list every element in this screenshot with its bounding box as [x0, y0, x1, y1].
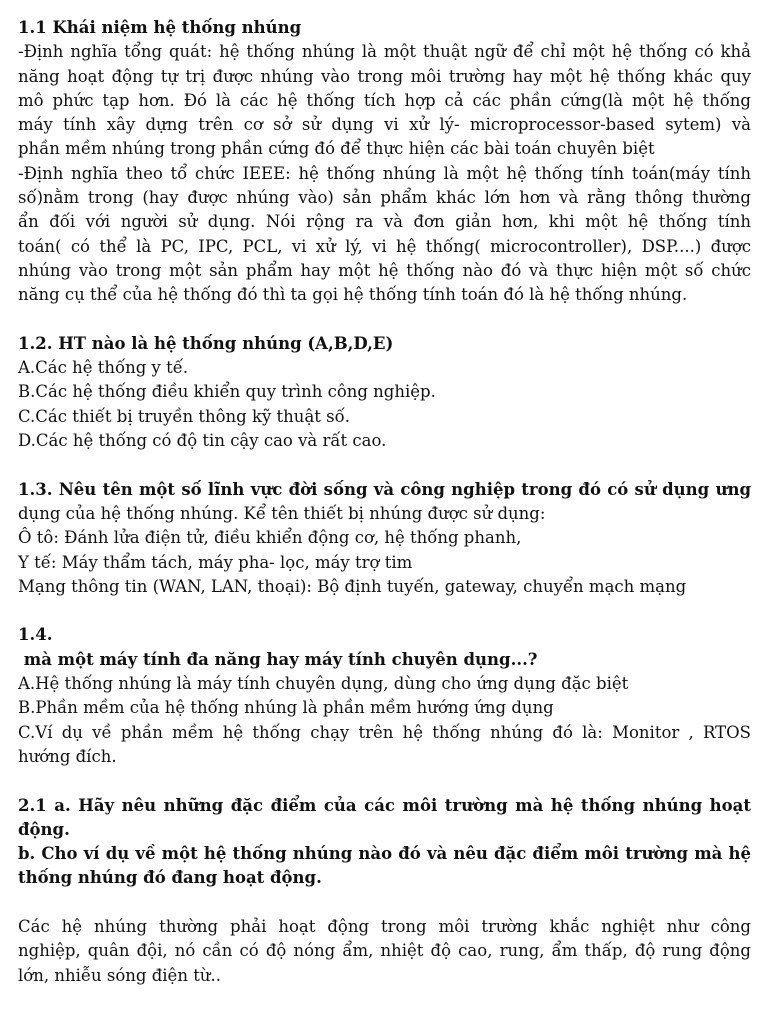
- section-1-1: [18, 16, 751, 308]
- section-2-1-heading-b: b. Cho ví dụ về một hệ thống nhúng nào đó và nêu đặc điểm môi trường mà hệ: [18, 844, 751, 864]
- spacer: [18, 308, 751, 332]
- spacer: [18, 891, 751, 915]
- option-c-continued: hướng đích.: [18, 746, 117, 766]
- section-1-2-heading: 1.2. HT nào là hệ thống nhúng (A,B,D,E): [18, 333, 394, 353]
- section-1-3: [18, 478, 751, 599]
- paragraph-line: năng cụ thể của hệ thống đó thì ta gọi hệ thống tính toán đó là hệ thống nhúng.: [18, 285, 688, 305]
- option-c: C.Các thiết bị truyền thông kỹ thuật số.: [18, 406, 350, 426]
- section-1-4-question: mà một máy tính đa năng hay máy tính chuyên dụng...?: [18, 649, 538, 669]
- paragraph-line: phần mềm nhúng trong phần cứng đó để thực hiện các bài toán chuyên biệt: [18, 139, 655, 159]
- section-2-1: [18, 794, 751, 988]
- paragraph-line: -Định nghĩa tổng quát: hệ thống nhúng là một thuật ngữ để chỉ một hệ thống có khả: [18, 42, 751, 62]
- paragraph-line: dụng của hệ thống nhúng. Kể tên thiết bị nhúng được sử dụng:: [18, 503, 546, 523]
- paragraph-line: mô phức tạp hơn. Đó là các hệ thống tích hợp cả các phần cứng(là một hệ thống: [18, 90, 751, 110]
- option-b: B.Các hệ thống điều khiển quy trình công nghiệp.: [18, 382, 436, 402]
- section-2-1-heading-b-continued: thống nhúng đó đang hoạt động.: [18, 868, 322, 888]
- paragraph-line: năng hoạt động tự trị được nhúng vào trong môi trường hay một hệ thống khác quy: [18, 66, 751, 86]
- section-1-4: [18, 623, 751, 769]
- option-a: A.Các hệ thống y tế.: [18, 358, 189, 378]
- paragraph-line: Ô tô: Đánh lửa điện tử, điều khiển động cơ, hệ thống phanh,: [18, 528, 522, 548]
- spacer: [18, 769, 751, 793]
- section-2-1-heading-a-continued: động.: [18, 819, 70, 839]
- paragraph-line: nhúng vào trong một sản phẩm hay một hệ thống nào đó và thực hiện một số chức: [18, 260, 751, 280]
- spacer: [18, 599, 751, 623]
- spacer: [18, 453, 751, 477]
- paragraph-line: máy tính xây dựng trên cơ sở sử dụng vi xử lý- microprocessor-based sytem) và: [18, 115, 751, 135]
- option-b: B.Phần mềm của hệ thống nhúng là phần mềm hướng ứng dụng: [18, 698, 554, 718]
- option-c: C.Ví dụ về phần mềm hệ thống chạy trên hệ thống nhúng đó là: Monitor , RTOS: [18, 722, 751, 742]
- paragraph-line: -Định nghĩa theo tổ chức IEEE: hệ thống nhúng là một hệ thống tính toán(máy tính: [18, 163, 751, 183]
- paragraph-line: số)nằm trong (hay được nhúng vào) sản phẩm khác lớn hơn và rằng thông thường: [18, 188, 751, 208]
- section-1-2: [18, 332, 751, 453]
- option-a: A.Hệ thống nhúng là máy tính chuyên dụng, dùng cho ứng dụng đặc biệt: [18, 674, 629, 694]
- section-1-1-heading: 1.1 Khái niệm hệ thống nhúng: [18, 18, 302, 37]
- document-page: [18, 16, 751, 988]
- paragraph-line: ẩn đối với người sử dụng. Nói rộng ra và đơn giản hơn, khi một hệ thống tính: [18, 212, 751, 232]
- paragraph-line: Mạng thông tin (WAN, LAN, thoại): Bộ định tuyến, gateway, chuyển mạch mạng: [18, 576, 687, 596]
- answer-line: nghiệp, quân đội, nó cần có độ nóng ẩm, nhiệt độ cao, rung, ẩm thấp, độ rung động: [18, 941, 751, 961]
- option-d: D.Các hệ thống có độ tin cậy cao và rất cao.: [18, 431, 387, 451]
- answer-line: Các hệ nhúng thường phải hoạt động trong môi trường khắc nghiệt như công: [18, 916, 751, 936]
- answer-line: lớn, nhiễu sóng điện từ..: [18, 965, 221, 985]
- paragraph-line: toán( có thể là PC, IPC, PCL, vi xử lý, vi hệ thống( microcontroller), DSP....) được: [18, 236, 751, 256]
- section-1-4-number: 1.4.: [18, 625, 53, 645]
- section-1-3-heading: 1.3. Nêu tên một số lĩnh vực đời sống và công nghiệp trong đó có sử dụng ưng: [18, 479, 751, 499]
- paragraph-line: Y tế: Máy thẩm tách, máy pha- lọc, máy trợ tim: [18, 552, 413, 572]
- section-2-1-heading-a: 2.1 a. Hãy nêu những đặc điểm của các môi trường mà hệ thống nhúng hoạt: [18, 795, 751, 815]
